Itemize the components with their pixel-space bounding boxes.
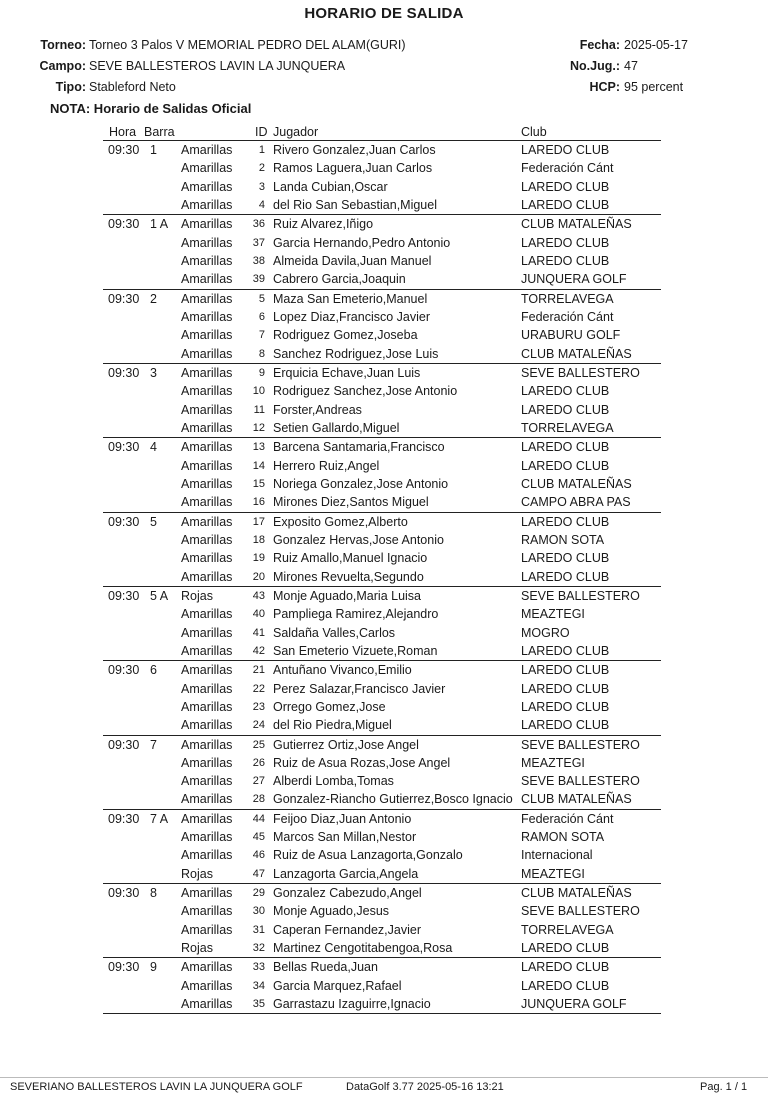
tee-cell: Amarillas — [181, 997, 233, 1012]
table-row — [103, 457, 661, 475]
tee-cell: Amarillas — [181, 830, 233, 845]
hora-cell: 09:30 — [108, 811, 140, 826]
club-cell: URABURU GOLF — [521, 328, 621, 343]
hora-cell: 09:30 — [108, 514, 140, 529]
hora-cell: 09:30 — [108, 217, 140, 232]
player-name-cell: Gonzalez Hervas,Jose Antonio — [273, 532, 444, 547]
id-cell: 41 — [252, 626, 265, 639]
player-name-cell: Lopez Diaz,Francisco Javier — [273, 309, 431, 324]
player-name-cell: Perez Salazar,Francisco Javier — [273, 681, 446, 696]
player-name-cell: del Rio Piedra,Miguel — [273, 718, 392, 733]
tee-cell: Amarillas — [181, 420, 233, 435]
table-row — [103, 958, 661, 976]
table-row — [103, 810, 661, 828]
table-row — [103, 716, 661, 734]
table-row — [103, 587, 661, 605]
table-row — [103, 252, 661, 270]
player-name-cell: Forster,Andreas — [273, 402, 362, 417]
club-cell: JUNQUERA GOLF — [521, 997, 627, 1012]
tee-cell: Amarillas — [181, 514, 233, 529]
id-cell: 15 — [252, 477, 265, 490]
table-row — [103, 661, 661, 679]
tee-cell: Amarillas — [181, 551, 233, 566]
player-name-cell: Martinez Cengotitabengoa,Rosa — [273, 941, 453, 956]
tee-cell: Amarillas — [181, 681, 233, 696]
id-cell: 5 — [258, 292, 265, 305]
id-cell: 31 — [252, 923, 265, 936]
id-cell: 39 — [252, 273, 265, 286]
nojug-value: 47 — [624, 59, 638, 73]
barra-cell: 6 — [150, 663, 157, 678]
table-row — [103, 605, 661, 623]
id-cell: 8 — [258, 347, 265, 360]
hcp-value: 95 percent — [624, 80, 684, 94]
tee-group — [103, 736, 661, 810]
club-cell: SEVE BALLESTERO — [521, 774, 640, 789]
barra-cell: 5 — [150, 514, 157, 529]
tee-cell: Amarillas — [181, 886, 233, 901]
id-cell: 23 — [252, 700, 265, 713]
player-name-cell: Landa Cubian,Oscar — [273, 179, 388, 194]
id-cell: 43 — [252, 589, 265, 602]
player-name-cell: Ruiz Amallo,Manuel Ignacio — [273, 551, 428, 566]
club-cell: RAMON SOTA — [521, 830, 605, 845]
tee-cell: Amarillas — [181, 235, 233, 250]
footer-page: Pag. 1 / 1 — [700, 1081, 748, 1093]
table-row — [103, 141, 661, 159]
id-cell: 7 — [258, 329, 265, 342]
tee-cell: Amarillas — [181, 346, 233, 361]
table-row — [103, 326, 661, 344]
tee-group — [103, 438, 661, 512]
table-row — [103, 921, 661, 939]
table-row — [103, 884, 661, 902]
club-cell: LAREDO CLUB — [521, 643, 610, 658]
club-cell: LAREDO CLUB — [521, 143, 610, 157]
barra-cell: 1 — [150, 143, 157, 157]
player-name-cell: Garrastazu Izaguirre,Ignacio — [273, 997, 431, 1012]
club-cell: LAREDO CLUB — [521, 681, 610, 696]
player-name-cell: Rodriguez Gomez,Joseba — [273, 328, 418, 343]
club-cell: LAREDO CLUB — [521, 663, 610, 678]
table-row — [103, 865, 661, 883]
id-cell: 47 — [252, 867, 265, 880]
player-name-cell: Gonzalez-Riancho Gutierrez,Bosco Ignacio — [273, 792, 513, 807]
club-cell: LAREDO CLUB — [521, 718, 610, 733]
id-cell: 45 — [252, 831, 265, 844]
table-row — [103, 308, 661, 326]
tee-cell: Amarillas — [181, 774, 233, 789]
club-cell: Internacional — [521, 848, 593, 863]
table-row — [103, 977, 661, 995]
tee-cell: Rojas — [181, 941, 213, 956]
tee-cell: Amarillas — [181, 253, 233, 268]
club-cell: LAREDO CLUB — [521, 514, 610, 529]
tee-cell: Amarillas — [181, 161, 233, 176]
club-cell: MEAZTEGI — [521, 755, 585, 770]
player-name-cell: Gutierrez Ortiz,Jose Angel — [273, 737, 419, 752]
tee-cell: Amarillas — [181, 143, 233, 157]
id-cell: 9 — [258, 366, 265, 379]
tee-cell: Amarillas — [181, 699, 233, 714]
table-row — [103, 642, 661, 660]
player-name-cell: San Emeterio Vizuete,Roman — [273, 643, 438, 658]
club-cell: SEVE BALLESTERO — [521, 737, 640, 752]
tee-group — [103, 884, 661, 958]
page-title: HORARIO DE SALIDA — [304, 5, 464, 22]
table-row — [103, 624, 661, 642]
player-name-cell: Antuñano Vivanco,Emilio — [273, 663, 412, 678]
tee-cell: Amarillas — [181, 904, 233, 919]
hora-cell: 09:30 — [108, 960, 140, 975]
player-name-cell: Orrego Gomez,Jose — [273, 699, 386, 714]
tee-cell: Amarillas — [181, 217, 233, 232]
player-name-cell: Sanchez Rodriguez,Jose Luis — [273, 346, 439, 361]
barra-cell: 3 — [150, 365, 157, 380]
barra-cell: 8 — [150, 886, 157, 901]
tee-cell: Amarillas — [181, 458, 233, 473]
tee-cell: Rojas — [181, 866, 213, 881]
id-cell: 16 — [252, 496, 265, 509]
club-cell: LAREDO CLUB — [521, 253, 610, 268]
table-row — [103, 419, 661, 437]
club-cell: LAREDO CLUB — [521, 179, 610, 194]
table-row — [103, 754, 661, 772]
player-name-cell: Herrero Ruiz,Angel — [273, 458, 380, 473]
hora-cell: 09:30 — [108, 365, 140, 380]
id-cell: 32 — [252, 942, 265, 955]
table-row — [103, 549, 661, 567]
player-name-cell: Monje Aguado,Jesus — [273, 904, 390, 919]
table-row — [103, 196, 661, 214]
barra-cell: 7 — [150, 737, 157, 752]
tee-group — [103, 661, 661, 735]
club-cell: TORRELAVEGA — [521, 291, 614, 306]
club-cell: MEAZTEGI — [521, 607, 585, 622]
player-name-cell: Saldaña Valles,Carlos — [273, 625, 396, 640]
barra-cell: 9 — [150, 960, 157, 975]
tee-cell: Amarillas — [181, 755, 233, 770]
id-cell: 2 — [258, 162, 265, 175]
tee-cell: Amarillas — [181, 978, 233, 993]
col-jugador: Jugador — [273, 125, 319, 139]
player-name-cell: Erquicia Echave,Juan Luis — [273, 365, 421, 380]
id-cell: 21 — [252, 664, 265, 677]
table-row — [103, 401, 661, 419]
col-hora: Hora — [109, 125, 137, 139]
table-row — [103, 438, 661, 456]
table-row — [103, 493, 661, 511]
player-name-cell: Noriega Gonzalez,Jose Antonio — [273, 476, 449, 491]
id-cell: 25 — [252, 738, 265, 751]
tee-group — [103, 587, 661, 661]
id-cell: 29 — [252, 887, 265, 900]
table-row — [103, 270, 661, 288]
player-name-cell: Exposito Gomez,Alberto — [273, 514, 408, 529]
tee-cell: Amarillas — [181, 495, 233, 510]
tee-cell: Amarillas — [181, 365, 233, 380]
player-name-cell: Garcia Marquez,Rafael — [273, 978, 402, 993]
table-row — [103, 828, 661, 846]
tee-cell: Amarillas — [181, 309, 233, 324]
id-cell: 37 — [252, 236, 265, 249]
player-name-cell: Alberdi Lomba,Tomas — [273, 774, 394, 789]
tee-cell: Amarillas — [181, 179, 233, 194]
id-cell: 10 — [252, 385, 265, 398]
barra-cell: 7 A — [150, 811, 169, 826]
club-cell: CLUB MATALEÑAS — [521, 792, 632, 807]
tee-time-table — [0, 141, 768, 1014]
table-row — [103, 995, 661, 1013]
table-row — [103, 698, 661, 716]
barra-cell: 5 A — [150, 588, 169, 603]
club-cell: LAREDO CLUB — [521, 699, 610, 714]
barra-cell: 2 — [150, 291, 157, 306]
id-cell: 3 — [258, 180, 265, 193]
hora-cell: 09:30 — [108, 440, 140, 455]
id-cell: 20 — [252, 570, 265, 583]
club-cell: LAREDO CLUB — [521, 402, 610, 417]
tee-cell: Amarillas — [181, 848, 233, 863]
id-cell: 27 — [252, 775, 265, 788]
id-cell: 14 — [252, 459, 265, 472]
player-name-cell: Almeida Davila,Juan Manuel — [273, 253, 432, 268]
player-name-cell: Pampliega Ramirez,Alejandro — [273, 607, 439, 622]
club-cell: SEVE BALLESTERO — [521, 904, 640, 919]
nota: NOTA: Horario de Salidas Oficial — [50, 101, 252, 116]
id-cell: 35 — [252, 998, 265, 1011]
player-name-cell: del Rio San Sebastian,Miguel — [273, 197, 437, 212]
id-cell: 34 — [252, 979, 265, 992]
campo-label: Campo: — [39, 59, 86, 73]
player-name-cell: Ramos Laguera,Juan Carlos — [273, 161, 433, 176]
tee-group — [103, 364, 661, 438]
tee-cell: Amarillas — [181, 291, 233, 306]
tee-cell: Amarillas — [181, 737, 233, 752]
table-row — [103, 234, 661, 252]
hora-cell: 09:30 — [108, 291, 140, 306]
player-name-cell: Bellas Rueda,Juan — [273, 960, 378, 975]
club-cell: MEAZTEGI — [521, 866, 585, 881]
table-row — [103, 159, 661, 177]
id-cell: 40 — [252, 608, 265, 621]
club-cell: LAREDO CLUB — [521, 235, 610, 250]
player-name-cell: Maza San Emeterio,Manuel — [273, 291, 428, 306]
table-row — [103, 345, 661, 363]
id-cell: 1 — [258, 144, 265, 156]
tee-group — [103, 958, 661, 1014]
table-row — [103, 513, 661, 531]
id-cell: 42 — [252, 644, 265, 657]
club-cell: LAREDO CLUB — [521, 440, 610, 455]
footer-course: SEVERIANO BALLESTEROS LAVIN LA JUNQUERA GOLF — [10, 1081, 303, 1093]
tee-group — [103, 215, 661, 289]
barra-cell: 1 A — [150, 217, 169, 232]
campo-value: SEVE BALLESTEROS LAVIN LA JUNQUERA — [89, 59, 346, 73]
tipo-label: Tipo: — [55, 80, 86, 94]
player-name-cell: Ruiz de Asua Lanzagorta,Gonzalo — [273, 848, 463, 863]
tee-cell: Amarillas — [181, 532, 233, 547]
player-name-cell: Monje Aguado,Maria Luisa — [273, 588, 422, 603]
id-cell: 26 — [252, 756, 265, 769]
tee-cell: Amarillas — [181, 643, 233, 658]
table-row — [103, 568, 661, 586]
club-cell: Federación Cánt — [521, 161, 614, 176]
col-barra: Barra — [144, 125, 175, 139]
club-cell: CLUB MATALEÑAS — [521, 476, 632, 491]
hora-cell: 09:30 — [108, 588, 140, 603]
player-name-cell: Caperan Fernandez,Javier — [273, 922, 421, 937]
tipo-value: Stableford Neto — [89, 80, 176, 94]
player-name-cell: Ruiz de Asua Rozas,Jose Angel — [273, 755, 451, 770]
fecha-value: 2025-05-17 — [624, 38, 688, 52]
club-cell: TORRELAVEGA — [521, 420, 614, 435]
id-cell: 17 — [252, 515, 265, 528]
club-cell: LAREDO CLUB — [521, 569, 610, 584]
player-name-cell: Cabrero Garcia,Joaquin — [273, 272, 406, 287]
id-cell: 44 — [252, 812, 265, 825]
id-cell: 24 — [252, 719, 265, 732]
id-cell: 22 — [252, 682, 265, 695]
hora-cell: 09:30 — [108, 143, 140, 157]
player-name-cell: Ruiz Alvarez,Iñigo — [273, 217, 374, 232]
tee-cell: Amarillas — [181, 440, 233, 455]
player-name-cell: Mirones Revuelta,Segundo — [273, 569, 424, 584]
club-cell: Federación Cánt — [521, 811, 614, 826]
player-name-cell: Gonzalez Cabezudo,Angel — [273, 886, 422, 901]
player-name-cell: Lanzagorta Garcia,Angela — [273, 866, 419, 881]
table-row — [103, 846, 661, 864]
footer-divider — [0, 1077, 768, 1078]
id-cell: 33 — [252, 961, 265, 974]
tee-cell: Amarillas — [181, 922, 233, 937]
player-name-cell: Barcena Santamaria,Francisco — [273, 440, 445, 455]
table-row — [103, 772, 661, 790]
club-cell: MOGRO — [521, 625, 570, 640]
barra-cell: 4 — [150, 440, 157, 455]
club-cell: CLUB MATALEÑAS — [521, 886, 632, 901]
player-name-cell: Rivero Gonzalez,Juan Carlos — [273, 143, 436, 157]
footer-software: DataGolf 3.77 2025-05-16 13:21 — [346, 1081, 504, 1093]
nojug-label: No.Jug.: — [570, 59, 620, 73]
table-row — [103, 680, 661, 698]
col-club: Club — [521, 125, 547, 139]
id-cell: 13 — [252, 441, 265, 454]
id-cell: 38 — [252, 254, 265, 267]
table-row — [103, 364, 661, 382]
table-row — [103, 215, 661, 233]
torneo-value: Torneo 3 Palos V MEMORIAL PEDRO DEL ALAM(GURI) — [89, 38, 406, 52]
club-cell: TORRELAVEGA — [521, 922, 614, 937]
club-cell: LAREDO CLUB — [521, 551, 610, 566]
table-row — [103, 178, 661, 196]
hcp-label: HCP: — [589, 80, 620, 94]
table-row — [103, 736, 661, 754]
id-cell: 12 — [252, 421, 265, 434]
tee-cell: Amarillas — [181, 197, 233, 212]
id-cell: 19 — [252, 552, 265, 565]
club-cell: LAREDO CLUB — [521, 941, 610, 956]
id-cell: 30 — [252, 905, 265, 918]
table-row — [103, 939, 661, 957]
table-row — [103, 531, 661, 549]
tee-cell: Amarillas — [181, 811, 233, 826]
id-cell: 4 — [258, 198, 265, 211]
club-cell: LAREDO CLUB — [521, 384, 610, 399]
table-row — [103, 790, 661, 808]
tee-cell: Amarillas — [181, 476, 233, 491]
club-cell: LAREDO CLUB — [521, 978, 610, 993]
club-cell: LAREDO CLUB — [521, 197, 610, 212]
tee-cell: Amarillas — [181, 663, 233, 678]
tee-group — [103, 810, 661, 884]
hora-cell: 09:30 — [108, 737, 140, 752]
club-cell: CLUB MATALEÑAS — [521, 217, 632, 232]
club-cell: LAREDO CLUB — [521, 458, 610, 473]
id-cell: 18 — [252, 533, 265, 546]
id-cell: 46 — [252, 849, 265, 862]
tee-group — [103, 141, 661, 215]
tee-cell: Amarillas — [181, 328, 233, 343]
tee-cell: Amarillas — [181, 384, 233, 399]
tee-cell: Amarillas — [181, 625, 233, 640]
tee-group — [103, 290, 661, 364]
table-row — [103, 902, 661, 920]
id-cell: 6 — [258, 310, 265, 323]
tee-cell: Amarillas — [181, 402, 233, 417]
id-cell: 28 — [252, 793, 265, 806]
tee-cell: Amarillas — [181, 607, 233, 622]
col-id: ID — [255, 125, 268, 139]
player-name-cell: Marcos San Millan,Nestor — [273, 830, 417, 845]
player-name-cell: Setien Gallardo,Miguel — [273, 420, 400, 435]
tee-cell: Amarillas — [181, 272, 233, 287]
hora-cell: 09:30 — [108, 886, 140, 901]
club-cell: LAREDO CLUB — [521, 960, 610, 975]
tee-group — [103, 513, 661, 587]
tee-cell: Amarillas — [181, 960, 233, 975]
club-cell: Federación Cánt — [521, 309, 614, 324]
table-row — [103, 382, 661, 400]
id-cell: 11 — [253, 403, 265, 416]
tee-cell: Amarillas — [181, 718, 233, 733]
club-cell: SEVE BALLESTERO — [521, 588, 640, 603]
fecha-label: Fecha: — [579, 38, 620, 52]
id-cell: 36 — [252, 218, 265, 231]
club-cell: JUNQUERA GOLF — [521, 272, 627, 287]
table-row — [103, 475, 661, 493]
tee-cell: Rojas — [181, 588, 213, 603]
club-cell: CLUB MATALEÑAS — [521, 346, 632, 361]
tee-cell: Amarillas — [181, 792, 233, 807]
player-name-cell: Feijoo Diaz,Juan Antonio — [273, 811, 412, 826]
player-name-cell: Rodriguez Sanchez,Jose Antonio — [273, 384, 458, 399]
tee-cell: Amarillas — [181, 569, 233, 584]
table-row — [103, 290, 661, 308]
hora-cell: 09:30 — [108, 663, 140, 678]
player-name-cell: Mirones Diez,Santos Miguel — [273, 495, 429, 510]
club-cell: RAMON SOTA — [521, 532, 605, 547]
club-cell: CAMPO ABRA PAS — [521, 495, 631, 510]
player-name-cell: Garcia Hernando,Pedro Antonio — [273, 235, 451, 250]
torneo-label: Torneo: — [40, 38, 86, 52]
club-cell: SEVE BALLESTERO — [521, 365, 640, 380]
